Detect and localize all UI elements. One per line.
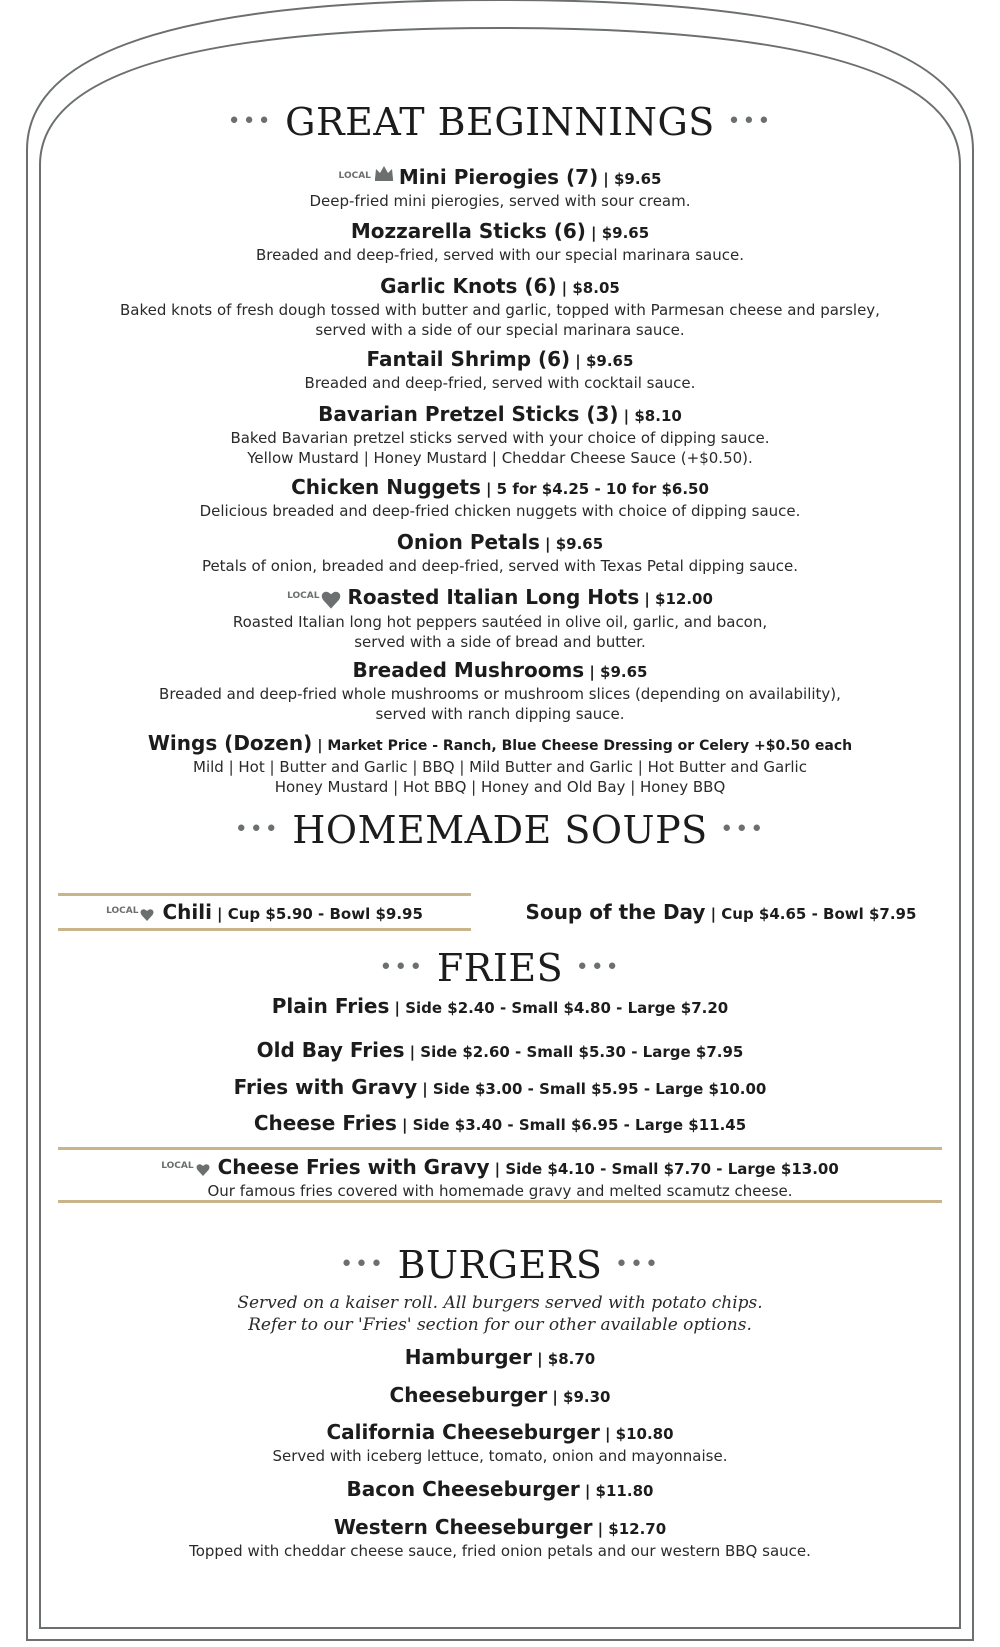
- ornament-dots-left: •••: [379, 955, 425, 980]
- item-price: | $11.80: [584, 1482, 654, 1500]
- item-name: Garlic Knots (6): [380, 274, 557, 298]
- item-price: | Side $3.00 - Small $5.95 - Large $10.00: [422, 1080, 767, 1098]
- menu-item-pretzel-sticks: [0, 402, 1000, 468]
- intro-line-1: Served on a kaiser roll. All burgers served with potato chips.: [237, 1293, 763, 1313]
- item-name: Cheeseburger: [389, 1383, 548, 1407]
- item-price: | Side $3.40 - Small $6.95 - Large $11.45: [401, 1116, 747, 1134]
- item-price: | $9.65: [603, 170, 662, 188]
- item-description: Roasted Italian long hot peppers sautéed in olive oil, garlic, and bacon,: [232, 612, 768, 631]
- burgers-intro: [0, 1292, 1000, 1336]
- ornament-dots-right: •••: [720, 817, 766, 842]
- item-name: Fantail Shrimp (6): [366, 347, 571, 371]
- item-name: Western Cheeseburger: [333, 1515, 593, 1539]
- item-price: | $9.65: [545, 535, 604, 553]
- item-name: Bavarian Pretzel Sticks (3): [318, 402, 619, 426]
- item-name: Old Bay Fries: [256, 1038, 405, 1062]
- item-description: Baked Bavarian pretzel sticks served with your choice of dipping sauce.: [230, 429, 770, 447]
- menu-item-soup-of-the-day: [500, 900, 942, 924]
- menu-item-cheeseburger: [0, 1383, 1000, 1407]
- item-price: | $8.70: [537, 1350, 596, 1368]
- item-price: | $9.65: [575, 352, 634, 370]
- section-title: GREAT BEGINNINGS: [285, 100, 715, 144]
- item-name: Breaded Mushrooms: [352, 658, 585, 682]
- item-price: | Cup $5.90 - Bowl $9.95: [217, 905, 423, 923]
- item-name: Fries with Gravy: [233, 1075, 418, 1099]
- item-price: | $8.10: [623, 407, 682, 425]
- menu-item-mini-pierogies: [0, 164, 1000, 211]
- menu-item-plain-fries: [0, 994, 1000, 1018]
- item-price: | $9.65: [591, 224, 650, 242]
- item-price: | $9.30: [552, 1388, 611, 1406]
- item-description-line2: served with a side of bread and butter.: [354, 632, 646, 651]
- item-description-line2: served with ranch dipping sauce.: [375, 705, 625, 723]
- menu-item-cheese-fries-with-gravy: [0, 1155, 1000, 1201]
- menu-item-breaded-mushrooms: [0, 658, 1000, 724]
- item-name: Wings (Dozen): [147, 731, 313, 755]
- fries-heading: [0, 946, 1000, 990]
- burgers-heading: [0, 1243, 1000, 1287]
- item-description: Mild | Hot | Butter and Garlic | BBQ | Mild Butter and Garlic | Hot Butter and Garlic: [193, 758, 807, 776]
- item-name: Cheese Fries: [253, 1111, 397, 1135]
- featured-rule-bottom: [58, 1200, 942, 1203]
- item-description: Breaded and deep-fried, served with our special marinara sauce.: [255, 246, 745, 264]
- item-name: Cheese Fries with Gravy: [217, 1155, 490, 1179]
- ornament-dots-left: •••: [234, 817, 280, 842]
- item-name: Roasted Italian Long Hots: [347, 585, 640, 609]
- item-price: | Side $2.60 - Small $5.30 - Large $7.95: [409, 1043, 744, 1061]
- item-name: Mozzarella Sticks (6): [350, 219, 586, 243]
- chili-rule-top: [58, 893, 471, 896]
- item-price: | $9.65: [589, 663, 648, 681]
- item-price: | $8.05: [561, 279, 620, 297]
- menu-item-wings: [0, 731, 1000, 797]
- menu-item-garlic-knots: [0, 274, 1000, 340]
- crown-icon: [373, 164, 395, 182]
- menu-item-hamburger: [0, 1345, 1000, 1369]
- local-badge: LOCAL: [106, 906, 139, 916]
- section-title: FRIES: [436, 946, 564, 990]
- chili-rule-bottom: [58, 928, 471, 931]
- ornament-dots-right: •••: [615, 1252, 660, 1277]
- item-name: Bacon Cheeseburger: [346, 1477, 580, 1501]
- item-description-line2: Yellow Mustard | Honey Mustard | Cheddar Cheese Sauce (+$0.50).: [247, 449, 753, 467]
- menu-item-chili: [58, 900, 471, 924]
- menu-item-onion-petals: [0, 530, 1000, 576]
- local-badge: LOCAL: [338, 171, 371, 181]
- item-price: | Side $4.10 - Small $7.70 - Large $13.00: [494, 1160, 839, 1178]
- heart-icon: [140, 908, 154, 922]
- item-price: | 5 for $4.25 - 10 for $6.50: [485, 480, 709, 498]
- item-name: Chicken Nuggets: [291, 475, 481, 499]
- item-name: Onion Petals: [396, 530, 540, 554]
- item-price: | $12.00: [644, 590, 713, 608]
- menu-item-chicken-nuggets: [0, 475, 1000, 521]
- local-badge: LOCAL: [287, 591, 320, 601]
- menu-item-cheese-fries: [0, 1111, 1000, 1135]
- menu-item-mozzarella-sticks: [0, 219, 1000, 265]
- item-description-line2: Honey Mustard | Hot BBQ | Honey and Old Bay | Honey BBQ: [274, 778, 726, 796]
- item-price: | Side $2.40 - Small $4.80 - Large $7.20: [394, 999, 729, 1017]
- item-price: | Cup $4.65 - Bowl $7.95: [710, 905, 917, 923]
- featured-rule-top: [58, 1147, 942, 1150]
- item-name: Soup of the Day: [525, 900, 706, 924]
- item-price: | $10.80: [604, 1425, 674, 1443]
- item-description-line2: served with a side of our special marinara sauce.: [315, 321, 685, 339]
- local-badge: LOCAL: [161, 1161, 194, 1171]
- ornament-dots-left: •••: [340, 1252, 385, 1277]
- item-price: | $12.70: [597, 1520, 667, 1538]
- intro-line-2: Refer to our 'Fries' section for our other available options.: [248, 1315, 752, 1335]
- item-description: Our famous fries covered with homemade gravy and melted scamutz cheese.: [207, 1182, 793, 1200]
- item-description: Deep-fried mini pierogies, served with sour cream.: [309, 192, 691, 210]
- ornament-dots-right: •••: [727, 109, 773, 134]
- menu-item-fries-with-gravy: [0, 1075, 1000, 1099]
- item-description: Petals of onion, breaded and deep-fried, served with Texas Petal dipping sauce.: [201, 557, 799, 575]
- ornament-dots-right: •••: [575, 955, 621, 980]
- section-title: BURGERS: [397, 1243, 603, 1287]
- ornament-dots-left: •••: [227, 109, 273, 134]
- item-name: Chili: [162, 900, 212, 924]
- menu-item-long-hots: [0, 585, 1000, 652]
- menu-item-old-bay-fries: [0, 1038, 1000, 1062]
- menu-item-california-cheeseburger: [0, 1420, 1000, 1466]
- heart-icon: [196, 1163, 210, 1177]
- item-description: Baked knots of fresh dough tossed with butter and garlic, topped with Parmesan cheese and parsley,: [120, 301, 880, 319]
- section-title: HOMEMADE SOUPS: [292, 808, 708, 852]
- item-price: | Market Price - Ranch, Blue Cheese Dressing or Celery +$0.50 each: [317, 738, 853, 754]
- item-name: Hamburger: [404, 1345, 532, 1369]
- great-beginnings-heading: [0, 100, 1000, 144]
- item-name: Plain Fries: [271, 994, 390, 1018]
- item-name: Mini Pierogies (7): [398, 165, 599, 189]
- item-description: Breaded and deep-fried, served with cocktail sauce.: [304, 374, 696, 392]
- item-description: Topped with cheddar cheese sauce, fried onion petals and our western BBQ sauce.: [189, 1542, 811, 1560]
- item-description: Breaded and deep-fried whole mushrooms or mushroom slices (depending on availability),: [159, 685, 841, 703]
- menu-item-bacon-cheeseburger: [0, 1477, 1000, 1501]
- menu-item-fantail-shrimp: [0, 347, 1000, 393]
- item-name: California Cheeseburger: [326, 1420, 600, 1444]
- heart-icon: [321, 590, 341, 610]
- soups-heading: [0, 808, 1000, 852]
- item-description: Served with iceberg lettuce, tomato, onion and mayonnaise.: [272, 1447, 728, 1465]
- item-description: Delicious breaded and deep-fried chicken nuggets with choice of dipping sauce.: [199, 502, 801, 520]
- menu-item-western-cheeseburger: [0, 1515, 1000, 1561]
